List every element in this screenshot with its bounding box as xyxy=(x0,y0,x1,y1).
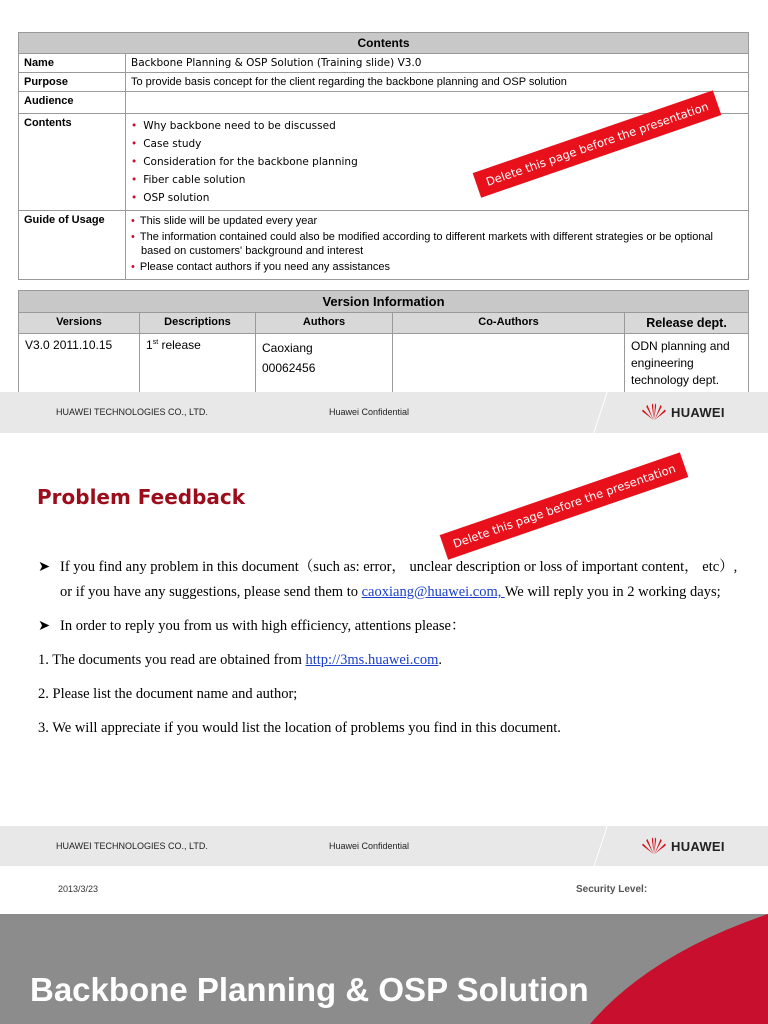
guide-label: Guide of Usage xyxy=(19,211,126,280)
version-table xyxy=(18,290,749,394)
slide-2-feedback xyxy=(0,433,768,866)
list-item: • The information contained could also be modified according to different markets with different strategies or be optional based on customers' background and interest xyxy=(131,230,743,258)
page-title: Problem Feedback xyxy=(37,485,246,509)
list-item: • This slide will be updated every year xyxy=(131,214,743,228)
slide-1-info xyxy=(0,0,768,433)
list-item: • Case study xyxy=(131,135,743,153)
brand-logo xyxy=(641,403,725,421)
company-name: HUAWEI TECHNOLOGIES CO., LTD. xyxy=(56,407,208,417)
author-cell xyxy=(256,334,393,394)
feedback-paragraph: ➤ If you find any problem in this document（such as: error， unclear description or loss of important content， etc）, or if you have any suggestions, please send them to caoxiang@huawei.com, We will reply you in 2 working days; xyxy=(38,555,738,605)
delete-stamp: Delete this page before the presentation xyxy=(473,90,722,197)
security-level: Security Level: xyxy=(576,884,648,895)
name-value: Backbone Planning & OSP Solution (Training slide) V3.0 xyxy=(126,54,749,73)
author-id: 00062456 xyxy=(262,361,316,375)
name-label: Name xyxy=(19,54,126,73)
column-header: Release dept. xyxy=(625,313,749,334)
red-decoration xyxy=(590,914,768,1024)
brand-name: HUAWEI xyxy=(671,838,725,854)
cover-title: Backbone Planning & OSP Solution xyxy=(30,971,589,1008)
list-item: • Consideration for the backbone planning xyxy=(131,153,743,171)
coauthor-cell xyxy=(393,334,625,394)
contents-header: Contents xyxy=(19,33,749,54)
author-name: Caoxiang xyxy=(262,341,313,355)
contents-label: Contents xyxy=(19,114,126,211)
footer-divider xyxy=(593,392,607,433)
delete-stamp: Delete this page before the presentation xyxy=(440,452,689,559)
column-header: Versions xyxy=(19,313,140,334)
arrow-bullet-icon: ➤ xyxy=(38,559,51,575)
huawei-logo-icon xyxy=(641,403,667,421)
guide-list xyxy=(131,214,743,274)
email-link[interactable]: caoxiang@huawei.com, xyxy=(361,584,505,600)
version-cell: V3.0 2011.10.15 xyxy=(19,334,140,394)
guide-value xyxy=(126,211,749,280)
table-row xyxy=(19,334,749,394)
huawei-logo-icon xyxy=(641,837,667,855)
table-row xyxy=(19,73,749,92)
column-header: Co-Authors xyxy=(393,313,625,334)
footer-divider xyxy=(593,826,607,867)
table-row xyxy=(19,54,749,73)
version-header: Version Information xyxy=(19,291,749,313)
confidential-label: Huawei Confidential xyxy=(329,841,410,851)
list-item: • OSP solution xyxy=(131,189,743,207)
table-row xyxy=(19,211,749,280)
dept-cell: ODN planning and engineering technology dept. xyxy=(625,334,749,394)
brand-name: HUAWEI xyxy=(671,404,725,420)
feedback-paragraph: ➤ In order to reply you from us with high efficiency, attentions please： xyxy=(38,614,738,639)
audience-label: Audience xyxy=(19,92,126,114)
slide-footer xyxy=(0,826,768,867)
column-header: Authors xyxy=(256,313,393,334)
list-item: • Please contact authors if you need any assistances xyxy=(131,260,743,274)
contents-table xyxy=(18,32,749,280)
list-item: 1. The documents you read are obtained from http://3ms.huawei.com. xyxy=(38,652,443,668)
list-item: • Fiber cable solution xyxy=(131,171,743,189)
table-row xyxy=(19,92,749,114)
portal-link[interactable]: http://3ms.huawei.com xyxy=(305,652,439,668)
slide-date: 2013/3/23 xyxy=(58,884,99,894)
purpose-label: Purpose xyxy=(19,73,126,92)
feedback-body xyxy=(38,555,738,741)
slide-footer xyxy=(0,392,768,433)
brand-logo xyxy=(641,837,725,855)
confidential-label: Huawei Confidential xyxy=(329,407,410,417)
list-item: • Why backbone need to be discussed xyxy=(131,117,743,135)
list-item: 2. Please list the document name and author; xyxy=(38,686,298,702)
description-cell: 1st release xyxy=(140,334,256,394)
arrow-bullet-icon: ➤ xyxy=(38,618,51,634)
list-item: 3. We will appreciate if you would list the location of problems you find in this document. xyxy=(38,720,561,736)
purpose-value: To provide basis concept for the client regarding the backbone planning and OSP solution xyxy=(126,73,749,92)
slide-3-cover xyxy=(0,866,768,1024)
column-header: Descriptions xyxy=(140,313,256,334)
company-name: HUAWEI TECHNOLOGIES CO., LTD. xyxy=(56,841,208,851)
